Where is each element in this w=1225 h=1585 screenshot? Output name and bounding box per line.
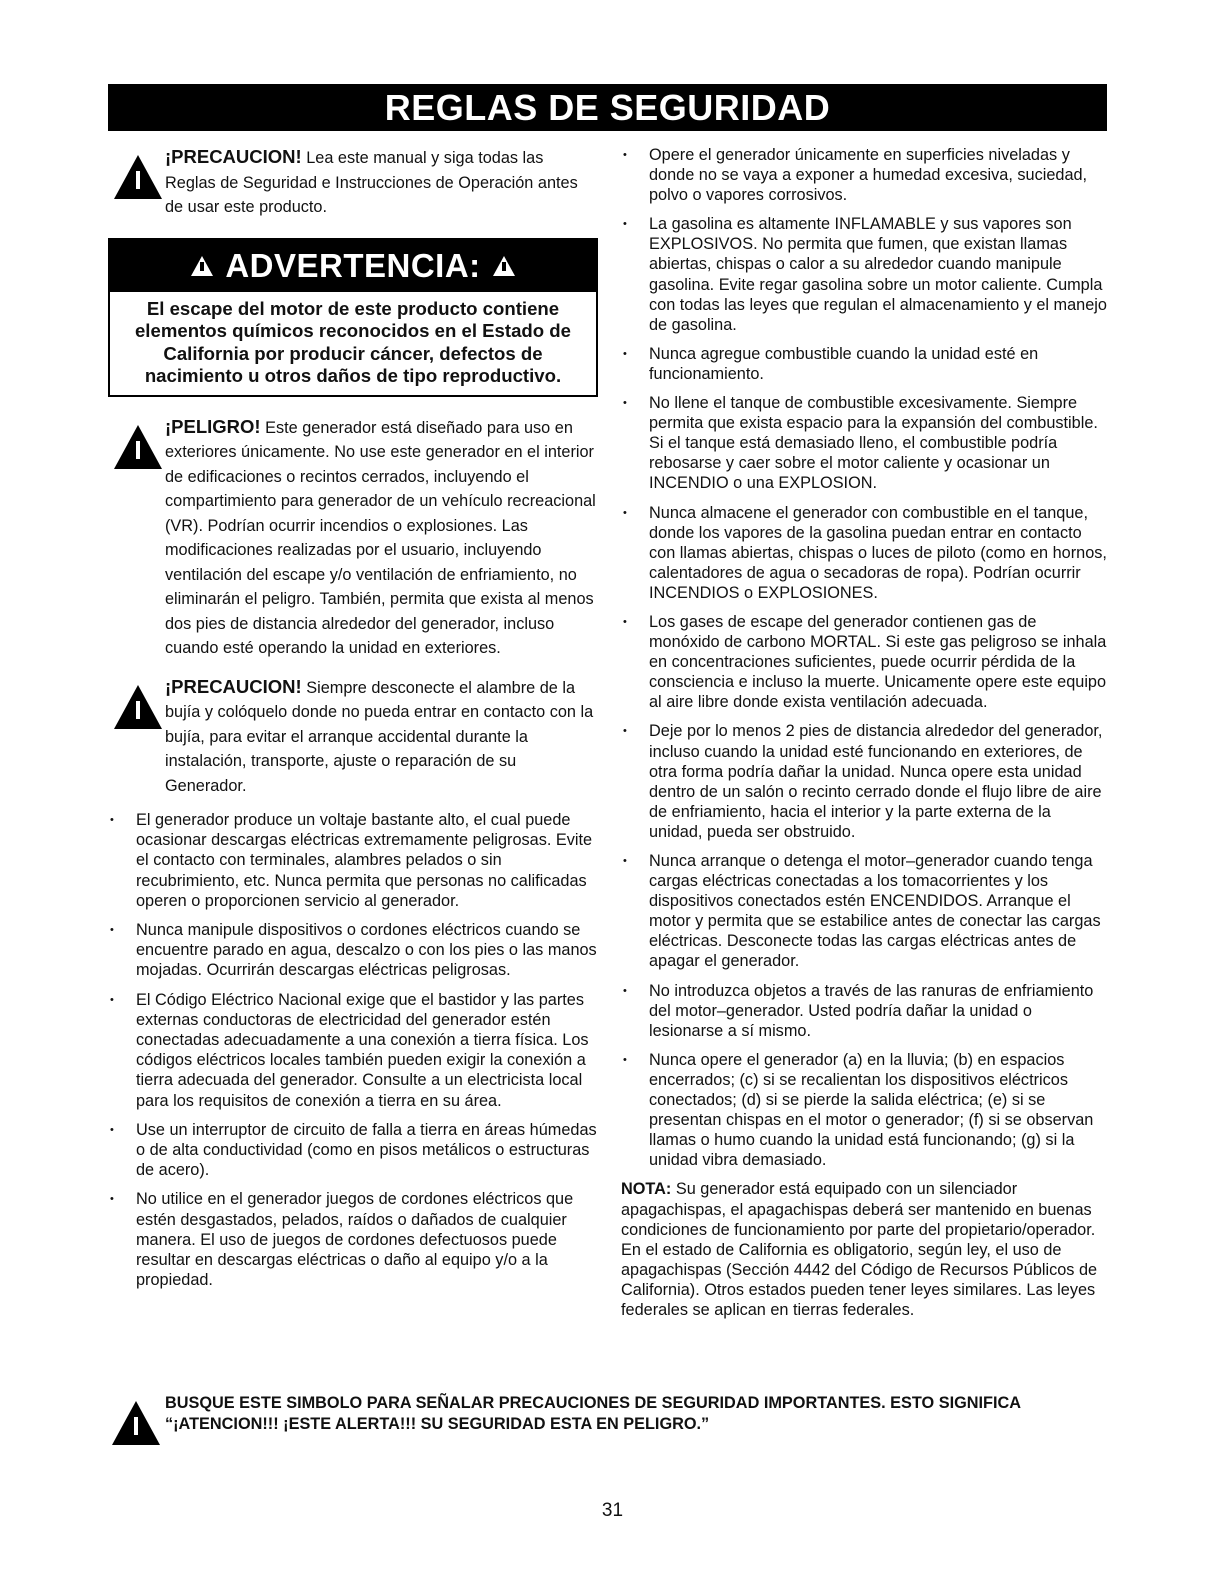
alert-icon: [191, 256, 213, 276]
note-text: Su generador está equipado con un silenciador apagachispas, el apagachispas deberá ser mantenido en buenas condiciones de funcionamiento por parte del propietario/operador. En el estado de California es obligatorio, según ley, el uso de apagachispas (Sección 4442 del Código de Recursos Públicos de California). Otros estados pueden tener leyes similares. Las leyes federales se aplican en tierras federales.: [621, 1180, 1098, 1319]
footer-notice: [108, 1393, 1108, 1435]
footer-text: BUSQUE ESTE SIMBOLO PARA SEÑALAR PRECAUCIONES DE SEGURIDAD IMPORTANTES. ESTO SIGNIFICA “¡ATENCION!!! ¡ESTE ALERTA!!! SU SEGURIDAD ESTA EN PELIGRO.”: [165, 1394, 1021, 1433]
caution-lead: ¡PRECAUCION!: [165, 146, 302, 167]
alert-icon: [493, 256, 515, 276]
warning-title: ADVERTENCIA:: [225, 246, 481, 284]
warning-header: [110, 240, 596, 292]
alert-icon: [114, 155, 162, 199]
page-number: 31: [601, 1500, 624, 1521]
caution-text: Siempre desconecte el alambre de la bujía y colóquelo donde no pueda entrar en contacto con la bujía, para evitar el arranque accidental durante la instalación, transporte, ajuste o reparación de su Generador.: [165, 678, 594, 795]
note-paragraph: [621, 1179, 1107, 1320]
list-item: • Nunca agregue combustible cuando la unidad esté en funcionamiento.: [621, 344, 1107, 384]
list-item: • No llene el tanque de combustible excesivamente. Siempre permita que exista espacio para la expansión del combustible. Si el tanque está demasiado lleno, el combustible podría rebosarse y caer sobre el motor caliente y ocasionar un INCENDIO o una EXPLOSION.: [621, 393, 1107, 493]
list-item: • Nunca manipule dispositivos o cordones eléctricos cuando se encuentre parado en agua, descalzo o con los pies o las manos mojadas. Ocurrirán descargas eléctricas peligrosas.: [108, 920, 598, 981]
list-item: • Use un interruptor de circuito de falla a tierra en áreas húmedas o de alta conductividad (como en pisos metálicos o estructuras de acero).: [108, 1120, 598, 1181]
danger-lead: ¡PELIGRO!: [165, 415, 261, 437]
left-bullet-list: [108, 810, 598, 1290]
list-item: • El Código Eléctrico Nacional exige que el bastidor y las partes externas conductoras de electricidad del generador estén conectadas adecuadamente a una conexión a tierra física. Los códigos eléctricos locales también pueden exigir la conexión a tierra adecuada del generador. Consulte a un electricista local para los requisitos de conexión a tierra en su área.: [108, 990, 598, 1111]
caution-notice-spark-plug: [108, 675, 598, 799]
danger-notice: [108, 415, 598, 661]
page-title: REGLAS DE SEGURIDAD: [108, 84, 1107, 131]
right-column: [621, 145, 1107, 1320]
alert-icon: [112, 1401, 160, 1445]
list-item: • No utilice en el generador juegos de cordones eléctricos que estén desgastados, pelados, raídos o dañados de cualquier manera. El uso de juegos de cordones defectuosos puede resultar en descargas eléctricas o daño al equipo y/o a la propiedad.: [108, 1189, 598, 1290]
list-item: • Nunca almacene el generador con combustible en el tanque, donde los vapores de la gasolina puedan entrar en contacto con llamas abiertas, chispas o luces de piloto (como en hornos, calentadores de agua o secadoras de ropa). Podrían ocurrir INCENDIOS o EXPLOSIONES.: [621, 503, 1107, 603]
list-item: • La gasolina es altamente INFLAMABLE y sus vapores son EXPLOSIVOS. No permita que fumen, que existan llamas abiertas, chispas o calor a su alrededor cuando manipule gasolina. Evite regar gasolina sobre un motor caliente. Cumpla con todas las leyes que regulan el almacenamiento y el manejo de gasolina.: [621, 214, 1107, 335]
alert-icon: [114, 425, 162, 469]
list-item: • Opere el generador únicamente en superficies niveladas y donde no se vaya a exponer a humedad excesiva, suciedad, polvo o vapores corrosivos.: [621, 145, 1107, 205]
alert-icon: [114, 685, 162, 729]
caution-lead: ¡PRECAUCION!: [165, 675, 302, 697]
left-column: [108, 145, 598, 1299]
note-lead: NOTA:: [621, 1180, 672, 1199]
list-item: • No introduzca objetos a través de las ranuras de enfriamiento del motor–generador. Usted podría dañar la unidad o lesionarse a sí mismo.: [621, 981, 1107, 1041]
warning-body: El escape del motor de este producto contiene elementos químicos reconocidos en el Estado de California por producir cáncer, defectos de nacimiento u otros daños de tipo reproductivo.: [134, 297, 572, 386]
caution-text: Lea este manual y siga todas las Reglas de Seguridad e Instrucciones de Operación antes de usar este producto.: [165, 149, 578, 216]
danger-text: Este generador está diseñado para uso en exteriores únicamente. No use este generador en el interior de edificaciones o recintos cerrados, incluyendo el compartimiento para generador de un vehículo recreacional (VR). Podrían ocurrir incendios o explosiones. Las modificaciones realizadas por el usuario, incluyendo ventilación del escape y/o ventilación de enfriamiento, no eliminarán el peligro. También, permita que exista al menos dos pies de distancia alrededor del generador, incluso cuando esté operando la unidad en exteriores.: [165, 418, 596, 657]
caution-notice: [108, 145, 598, 220]
warning-box: [108, 238, 598, 397]
list-item: • Nunca opere el generador (a) en la lluvia; (b) en espacios encerrados; (c) si se recalientan los dispositivos eléctricos conectados; (d) si se pierde la salida eléctrica; (e) si se presentan chispas en el motor o generador; (f) si se observan llamas o humo cuando la unidad está funcionando; (g) si la unidad vibra demasiado.: [621, 1050, 1107, 1171]
list-item: • Nunca arranque o detenga el motor–generador cuando tenga cargas eléctricas conectadas a los tomacorrientes y los dispositivos conectados estén ENCENDIDOS. Arranque el motor y permita que se estabilice antes de conectar las cargas eléctricas. Desconecte todas las cargas eléctricas antes de apagar el generador.: [621, 851, 1107, 972]
list-item: • Deje por lo menos 2 pies de distancia alrededor del generador, incluso cuando la unidad esté funcionando en exteriores, de otra forma podría dañar la unidad. Nunca opere esta unidad dentro de un salón o recinto cerrado donde el flujo libre de aire de enfriamiento, hacia el interior y la parte externa de la unidad, pueda ser obstruido.: [621, 721, 1107, 842]
list-item: • El generador produce un voltaje bastante alto, el cual puede ocasionar descargas eléctricas extremamente peligrosas. Evite el contacto con terminales, alambres pelados o sin recubrimiento, etc. Nunca permita que personas no calificadas operen o proporcionen servicio al generador.: [108, 810, 598, 911]
list-item: • Los gases de escape del generador contienen gas de monóxido de carbono MORTAL. Si este gas peligroso se inhala en concentraciones suficientes, puede ocurrir pérdida de la consciencia e incluso la muerte. Unicamente opere este equipo al aire libre donde exista ventilación adecuada.: [621, 612, 1107, 712]
